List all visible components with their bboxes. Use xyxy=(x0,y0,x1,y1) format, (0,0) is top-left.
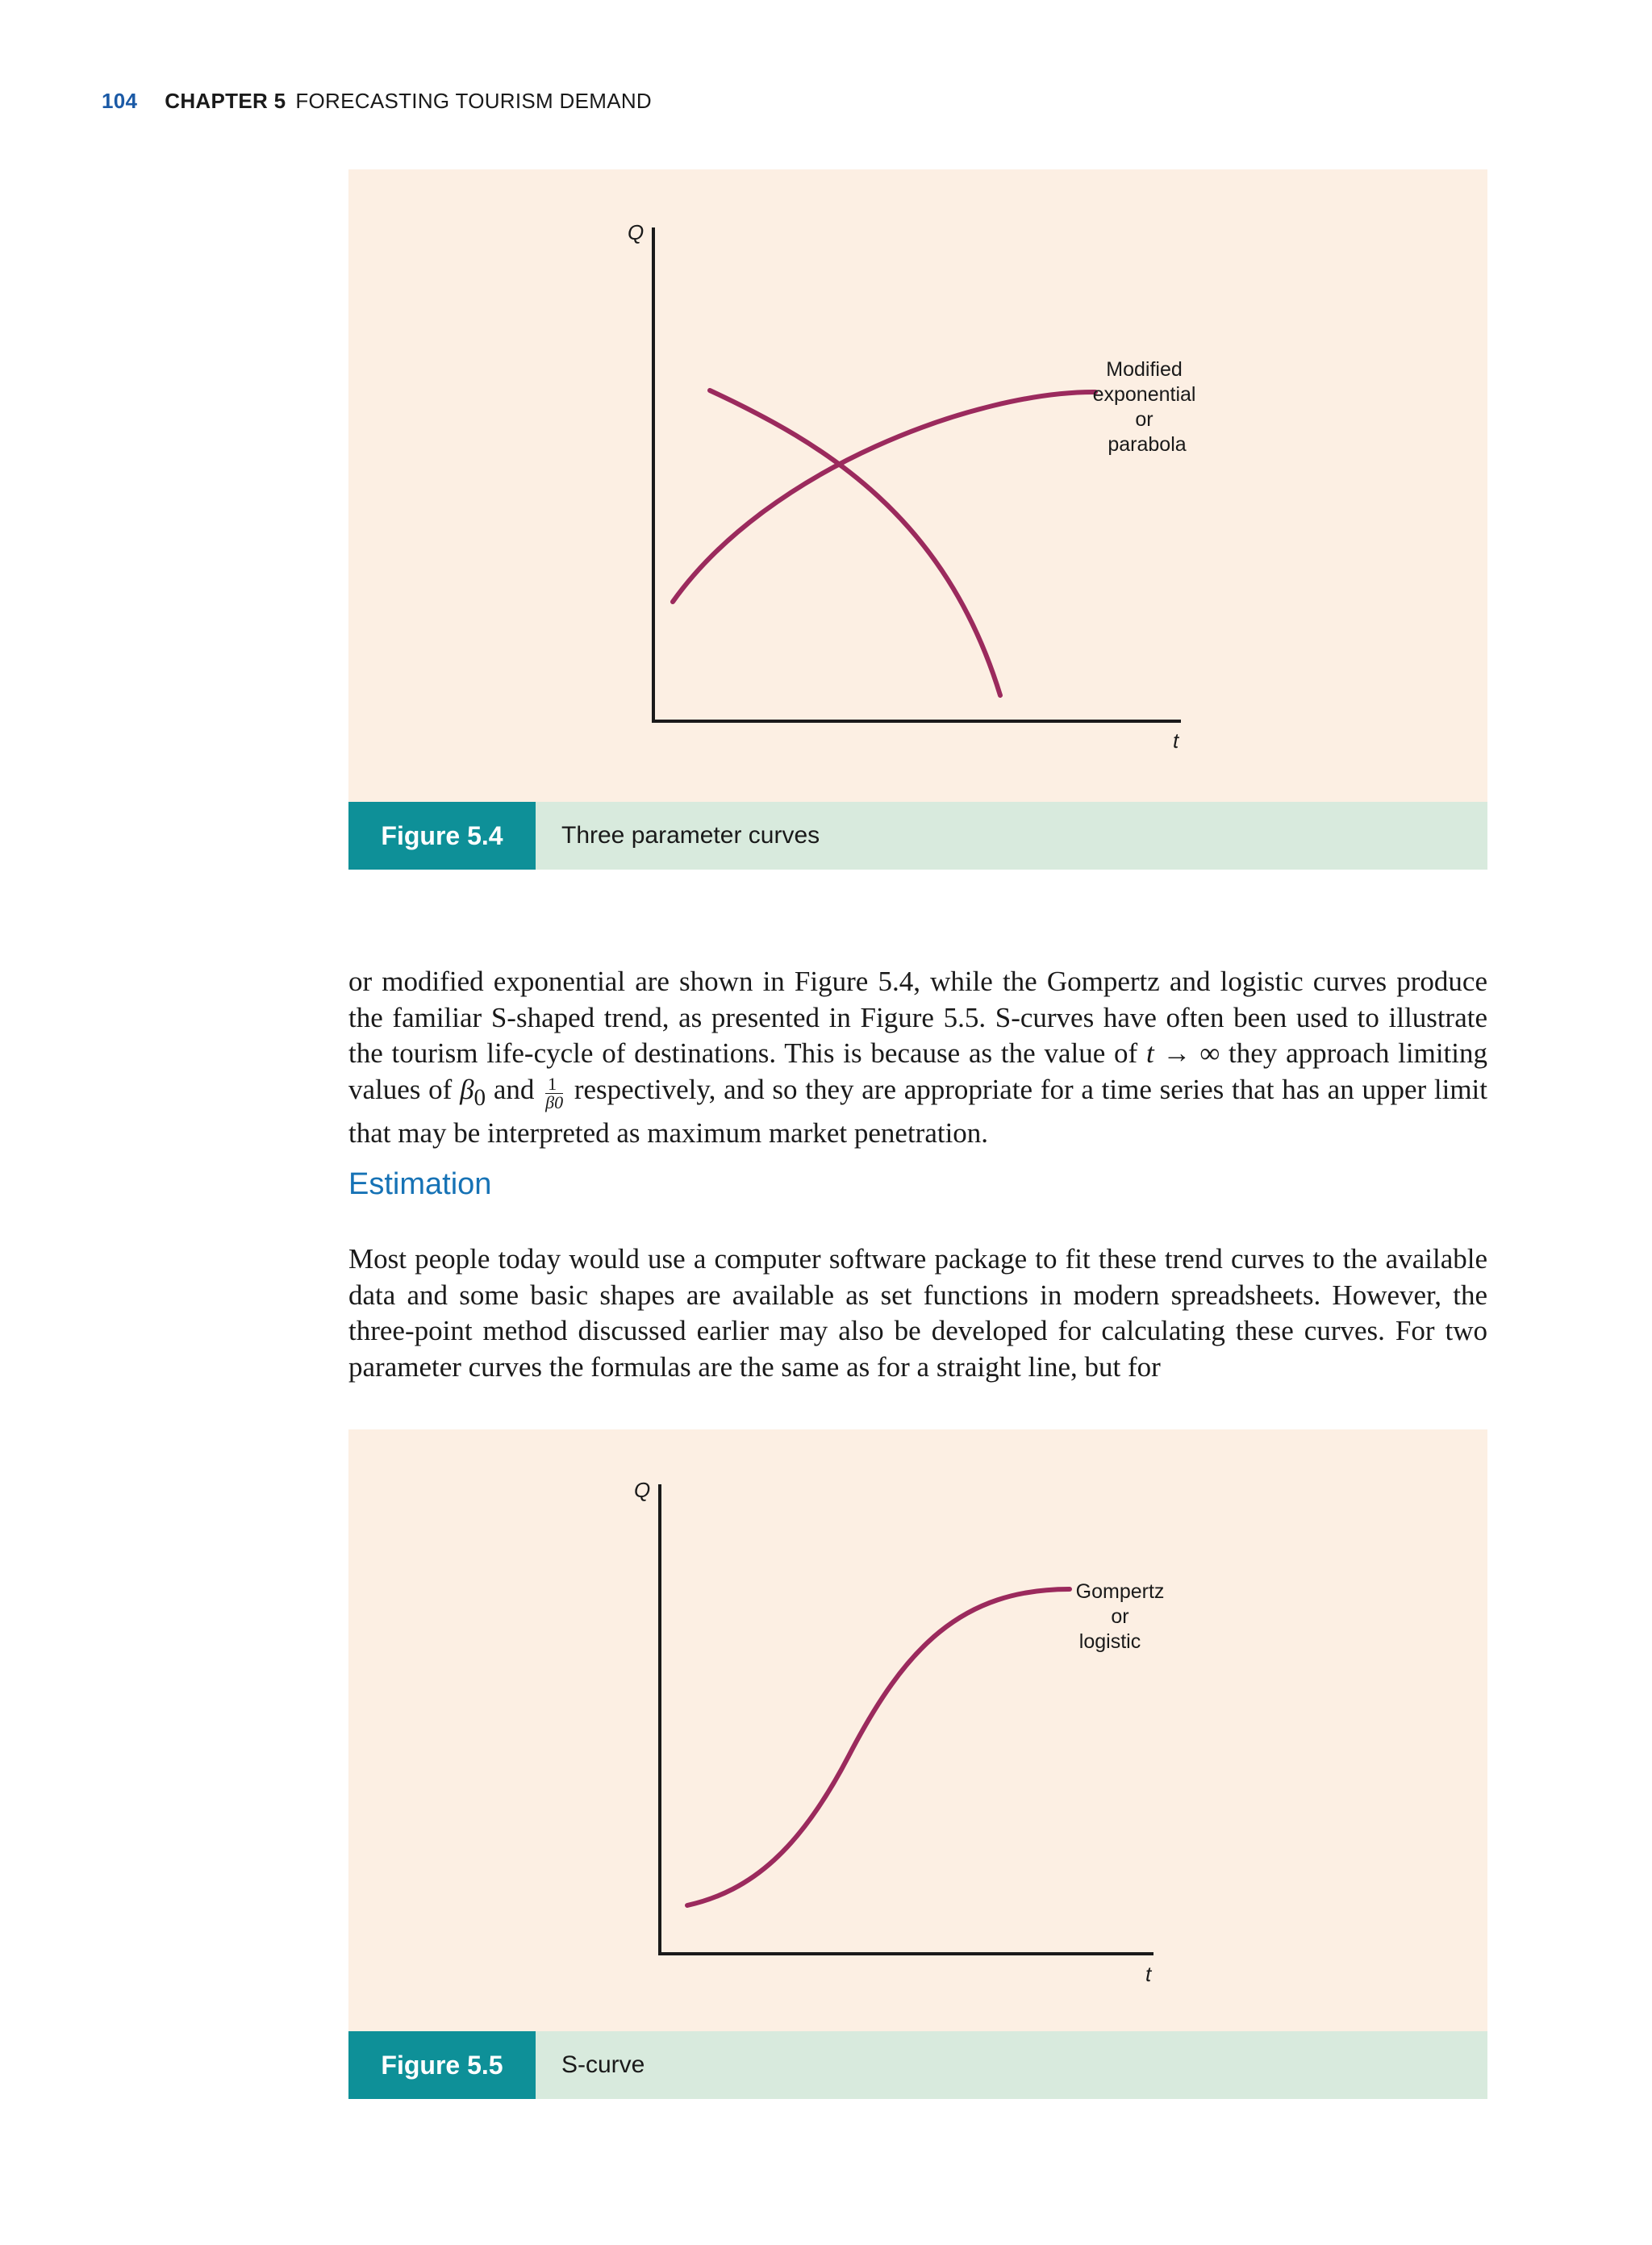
curve-label: Modified exponential or parabola xyxy=(1092,358,1196,456)
curve-label: Gompertz or logistic xyxy=(1075,1580,1165,1653)
figure-5-4-diagram xyxy=(348,169,1487,802)
body-paragraph: or modified exponential are shown in Figure 5.4, while the Gompertz and logistic curves produce the familiar S-shaped trend, as presented in Figure 5.5. S-curves have often been used to illustrate the tourism life-cycle of destinations. This is because as the value of t → ∞ they approach limiting values of $\beta_0$ and $\frac{1}{\beta 0}$ respectively, and so they are appropriate for a time series that has an upper limit that may be interpreted as maximum market penetration. xyxy=(348,966,1488,1149)
section-paragraph: Most people today would use a computer software package to fit these trend curves to the available data and some basic shapes are available as set functions in modern spreadsheets. However, the three-point method discussed earlier may also be developed for calculating these curves. For two parameter curves the formulas are the same as for a straight line, but for xyxy=(348,1243,1487,1383)
y-axis-label: Q xyxy=(634,1478,651,1502)
x-axis-label: t xyxy=(1145,1962,1152,1986)
figure-caption: S-curve xyxy=(561,2051,645,2078)
figure-caption-bar xyxy=(348,2031,1487,2099)
figure-panel xyxy=(348,1429,1487,2031)
modified-exponential-curve xyxy=(673,392,1095,602)
section-heading: Estimation xyxy=(348,1167,492,1201)
figure-5-5-diagram xyxy=(348,1429,1487,2031)
chapter-label: CHAPTER 5 xyxy=(165,89,286,113)
figure-caption-bar xyxy=(348,802,1487,870)
figure-caption: Three parameter curves xyxy=(561,822,820,849)
s-curve xyxy=(687,1589,1070,1905)
figure-panel xyxy=(348,169,1487,802)
chapter-title: FORECASTING TOURISM DEMAND xyxy=(295,89,652,113)
x-axis-label: t xyxy=(1173,728,1179,753)
figure-number: Figure 5.5 xyxy=(348,2031,536,2099)
declining-curve xyxy=(710,390,1000,695)
running-head xyxy=(102,89,652,114)
y-axis-label: Q xyxy=(628,220,645,244)
figure-number: Figure 5.4 xyxy=(348,802,536,870)
page-number: 104 xyxy=(102,89,138,113)
fraction: $\frac{1}{\beta 0}$ xyxy=(545,1073,564,1112)
